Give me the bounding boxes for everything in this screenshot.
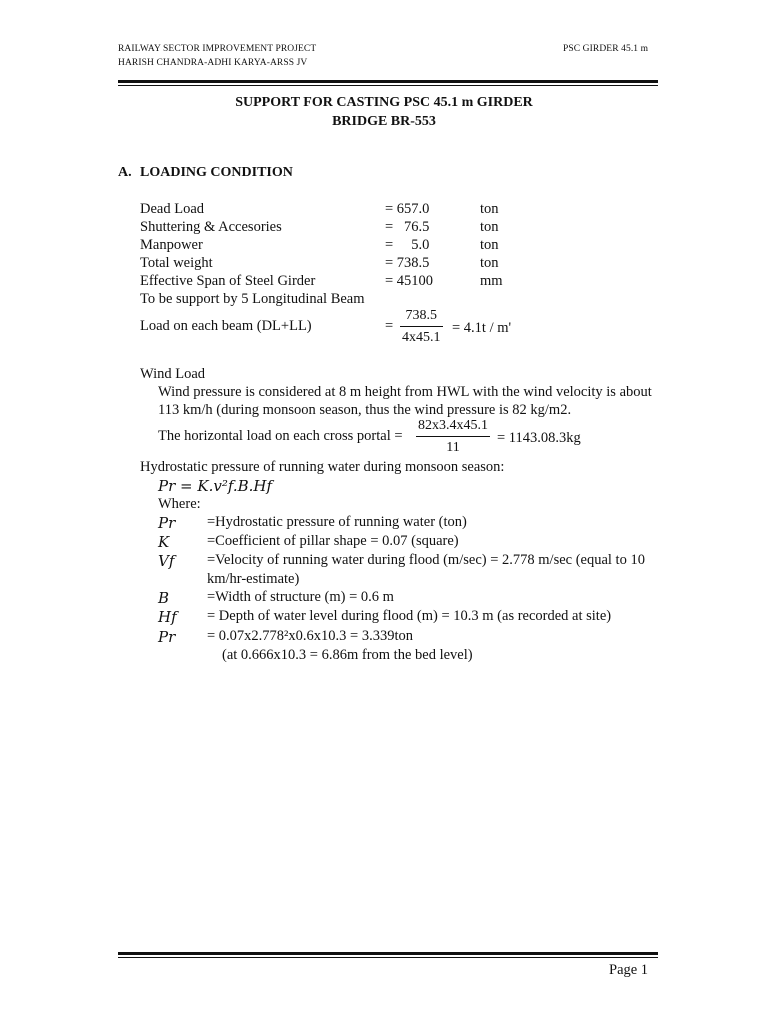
- wind-line1: Wind pressure is considered at 8 m height from HWL with the wind velocity is about: [158, 384, 652, 400]
- load-label: Shuttering & Accesories: [140, 219, 282, 235]
- hydro-description: =Velocity of running water during flood (m/sec) = 2.778 m/sec (equal to 10: [207, 552, 645, 568]
- header-doc-ref: PSC GIRDER 45.1 m: [563, 44, 649, 54]
- hydro-description: =Width of structure (m) = 0.6 m: [207, 589, 394, 605]
- load-value: = 738.5: [385, 255, 430, 271]
- header-contractor: HARISH CHANDRA-ADHI KARYA-ARSS JV: [118, 58, 308, 68]
- hydro-description: = Depth of water level during flood (m) = 10.3 m (as recorded at site): [207, 608, 612, 624]
- hydro-symbol: Pr: [158, 514, 176, 532]
- page-title-line2: BRIDGE BR-553: [332, 114, 436, 129]
- load-unit: ton: [480, 201, 499, 217]
- load-label: Dead Load: [140, 201, 205, 217]
- beam-load-denominator: 4x45.1: [402, 330, 441, 345]
- page-number: Page 1: [609, 962, 649, 978]
- beam-load-result: = 4.1t / m': [452, 320, 512, 336]
- hydro-symbol: K: [158, 533, 170, 551]
- beam-load-fraction: [400, 308, 443, 346]
- header-rule-thick: [118, 80, 658, 83]
- load-unit: ton: [480, 237, 499, 253]
- load-label: Effective Span of Steel Girder: [140, 273, 316, 289]
- page-title-line1: SUPPORT FOR CASTING PSC 45.1 m GIRDER: [235, 95, 533, 110]
- beam-load-numerator: 738.5: [405, 308, 437, 323]
- hydro-note: (at 0.666x10.3 = 6.86m from the bed level): [222, 647, 473, 663]
- hydro-symbol: Hf: [158, 608, 177, 626]
- hydro-description: =Coefficient of pillar shape = 0.07 (square): [207, 533, 459, 549]
- support-note: To be support by 5 Longitudinal Beam: [140, 291, 365, 307]
- header-rule-thin: [118, 85, 658, 86]
- hydro-symbol: Pr: [158, 628, 176, 646]
- section-a-heading: LOADING CONDITION: [140, 165, 293, 180]
- wind-result: = 1143.08.3kg: [497, 430, 581, 446]
- wind-denominator: 11: [446, 440, 460, 455]
- fraction-bar: [400, 326, 443, 327]
- header-project: RAILWAY SECTOR IMPROVEMENT PROJECT: [118, 44, 317, 54]
- footer-rule-thin: [118, 957, 658, 958]
- hydro-heading: Hydrostatic pressure of running water during monsoon season:: [140, 459, 505, 475]
- load-value: = 76.5: [385, 219, 430, 235]
- section-a-label: A.: [118, 165, 132, 180]
- hydro-description-cont: km/hr-estimate): [207, 571, 300, 587]
- hydro-symbol: B: [158, 589, 170, 607]
- hydro-where: Where:: [158, 496, 201, 512]
- load-value: = 5.0: [385, 237, 430, 253]
- wind-heading: Wind Load: [140, 366, 206, 382]
- beam-load-label: Load on each beam (DL+LL): [140, 318, 312, 334]
- wind-numerator: 82x3.4x45.1: [418, 418, 488, 433]
- hydro-formula: Pr = K.v²f.B.Hf: [158, 477, 273, 495]
- load-value: = 45100: [385, 273, 434, 289]
- load-unit: ton: [480, 219, 499, 235]
- load-label: Manpower: [140, 237, 203, 253]
- footer-rule-thick: [118, 952, 658, 955]
- wind-line2: 113 km/h (during monsoon season, thus the wind pressure is 82 kg/m2.: [158, 402, 572, 418]
- load-value: = 657.0: [385, 201, 430, 217]
- load-unit: mm: [480, 273, 503, 289]
- wind-portal-label: The horizontal load on each cross portal =: [158, 428, 403, 444]
- fraction-bar: [416, 436, 490, 437]
- beam-load-eq: =: [385, 318, 394, 334]
- hydro-description: = 0.07x2.778²x0.6x10.3 = 3.339ton: [207, 628, 413, 644]
- hydro-description: =Hydrostatic pressure of running water (ton): [207, 514, 467, 530]
- load-unit: ton: [480, 255, 499, 271]
- load-label: Total weight: [140, 255, 213, 271]
- wind-fraction: [416, 418, 490, 456]
- hydro-symbol: Vf: [158, 552, 175, 570]
